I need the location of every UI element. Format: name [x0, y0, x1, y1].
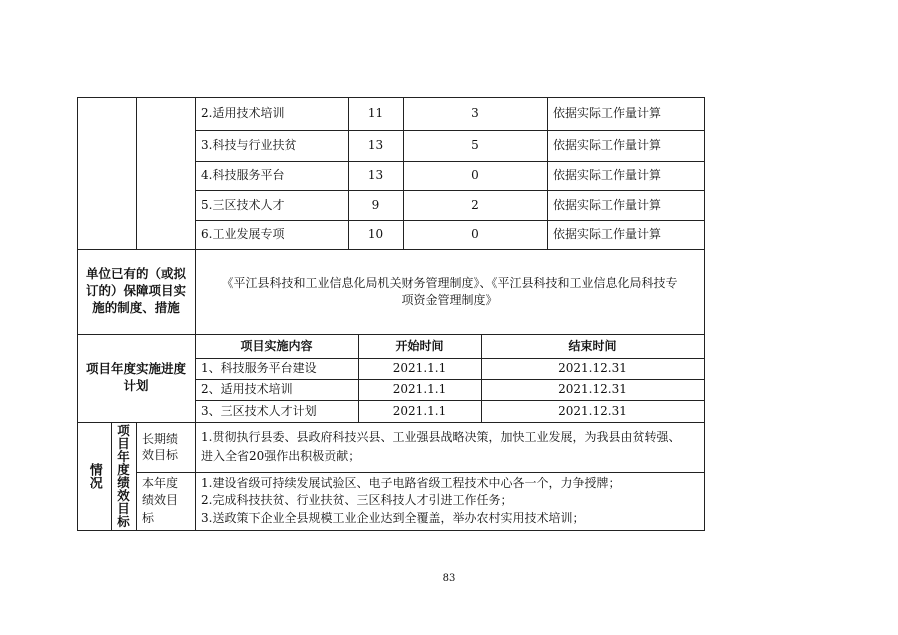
annual-label-line: 标: [142, 510, 155, 525]
grid-line: [77, 249, 705, 250]
annual-label: [136, 472, 195, 530]
table-row-note: 依据实际工作量计算: [553, 197, 662, 212]
grid-line: [77, 530, 705, 531]
schedule-row-start: 2021.1.1: [392, 361, 447, 376]
long-term-goal-line: 进入全省20强作出积极贡献；: [201, 449, 361, 463]
system-label: [77, 249, 195, 334]
system-label-line: 单位已有的（或拟: [85, 266, 186, 282]
grid-line: [348, 97, 349, 250]
table-row-item: 2.适用技术培训: [201, 106, 285, 121]
schedule-row-end: 2021.12.31: [558, 403, 627, 418]
grid-line: [195, 379, 705, 380]
grid-line: [111, 422, 112, 531]
grid-line: [547, 97, 548, 250]
schedule-header-end: 结束时间: [568, 338, 617, 353]
grid-line: [77, 334, 705, 335]
table-row-value: 10: [367, 227, 384, 242]
schedule-row-content: 1、科技服务平台建设: [201, 361, 317, 376]
annual-label-line: 绩效目: [142, 493, 179, 508]
long-term-label-line: 效目标: [142, 448, 179, 462]
system-content-line: 《平江县科技和工业信息化局机关财务管理制度》、《平江县科技和工业信息化局科技专: [221, 276, 678, 291]
table-row-item: 5.三区技术人才: [201, 197, 285, 212]
table-row-note: 依据实际工作量计算: [553, 227, 662, 242]
grid-line: [195, 97, 196, 531]
schedule-row-start: 2021.1.1: [392, 382, 447, 397]
performance-sub-label-char: 目: [117, 435, 130, 451]
table-row-note: 依据实际工作量计算: [553, 138, 662, 153]
performance-sub-label: [111, 422, 136, 530]
schedule-row-end: 2021.12.31: [558, 361, 627, 376]
schedule-label: [77, 334, 195, 422]
table-row-value: 0: [471, 227, 479, 242]
grid-line: [403, 97, 404, 250]
grid-line: [195, 220, 705, 221]
system-content-line: 项资金管理制度》: [401, 292, 498, 307]
table-row-value: 9: [371, 197, 380, 212]
grid-line: [195, 130, 705, 131]
long-term-goal-line: 1.贯彻执行县委、县政府科技兴县、工业强县战略决策，加快工业发展，为我县由贫转强、: [201, 430, 681, 445]
table-row-item: 3.科技与行业扶贫: [201, 138, 297, 153]
grid-line: [358, 334, 359, 423]
annual-goal-line: 1.建设省级可持续发展试验区、电子电路省级工程技术中心各一个，力争授牌；: [201, 475, 621, 490]
schedule-label-line: 项目年度实施进度: [85, 361, 186, 377]
page-number: 83: [442, 573, 456, 584]
funding-table: [0, 0, 898, 250]
grid-line: [195, 161, 705, 162]
schedule-label-line: 计划: [123, 378, 149, 393]
grid-line: [136, 97, 137, 250]
schedule-row-content: 3、三区技术人才计划: [201, 403, 317, 418]
grid-line: [136, 422, 137, 531]
long-term-label: [136, 422, 195, 472]
performance-sub-label-char: 效: [117, 488, 130, 504]
system-label-line: 订的）保障项目实: [85, 283, 186, 299]
performance-sub-label-char: 绩: [117, 475, 130, 490]
schedule-header-start: 开始时间: [395, 338, 444, 353]
grid-line: [481, 334, 482, 423]
table-row-value: 13: [367, 168, 384, 183]
table-row-value: 3: [471, 106, 479, 121]
long-term-goal: [195, 422, 704, 472]
annual-label-line: 本年度: [142, 475, 179, 490]
table-row-note: 依据实际工作量计算: [553, 106, 662, 121]
grid-line: [195, 190, 705, 191]
grid-line: [77, 422, 705, 423]
grid-line: [136, 472, 705, 473]
system-content: [195, 249, 704, 334]
performance-sub-label-char: 项: [117, 422, 130, 438]
table-row-value: 2: [471, 197, 479, 212]
grid-line: [77, 97, 705, 98]
system-label-line: 施的制度、措施: [92, 299, 180, 315]
performance-sub-label-char: 目: [117, 501, 130, 517]
table-row-item: 6.工业发展专项: [201, 227, 285, 242]
table-row-value: 13: [367, 138, 384, 153]
grid-line: [77, 97, 78, 531]
grid-line: [195, 358, 705, 359]
performance-sub-label-char: 标: [117, 514, 130, 530]
schedule-header-content: 项目实施内容: [240, 338, 313, 353]
performance-section-label: 情况: [86, 463, 102, 489]
table-row-value: 11: [367, 106, 384, 121]
schedule-row-content: 2、适用技术培训: [201, 382, 293, 397]
grid-line: [195, 400, 705, 401]
annual-goal: [195, 472, 704, 530]
long-term-label-line: 长期绩: [142, 431, 179, 446]
table-row-item: 4.科技服务平台: [201, 168, 285, 183]
table-row-value: 5: [471, 138, 479, 153]
performance-sub-label-char: 年: [117, 448, 130, 464]
annual-goal-line: 2.完成科技扶贫、行业扶贫、三区科技人才引进工作任务；: [201, 493, 513, 508]
schedule-row-start: 2021.1.1: [392, 403, 447, 418]
annual-goal-line: 3.送政策下企业全县规模工业企业达到全覆盖，举办农村实用技术培训；: [201, 510, 585, 525]
grid-line: [704, 97, 705, 531]
table-row-note: 依据实际工作量计算: [553, 168, 662, 183]
table-row-value: 0: [471, 168, 479, 183]
schedule-row-end: 2021.12.31: [558, 382, 627, 397]
performance-sub-label-char: 度: [117, 461, 130, 477]
